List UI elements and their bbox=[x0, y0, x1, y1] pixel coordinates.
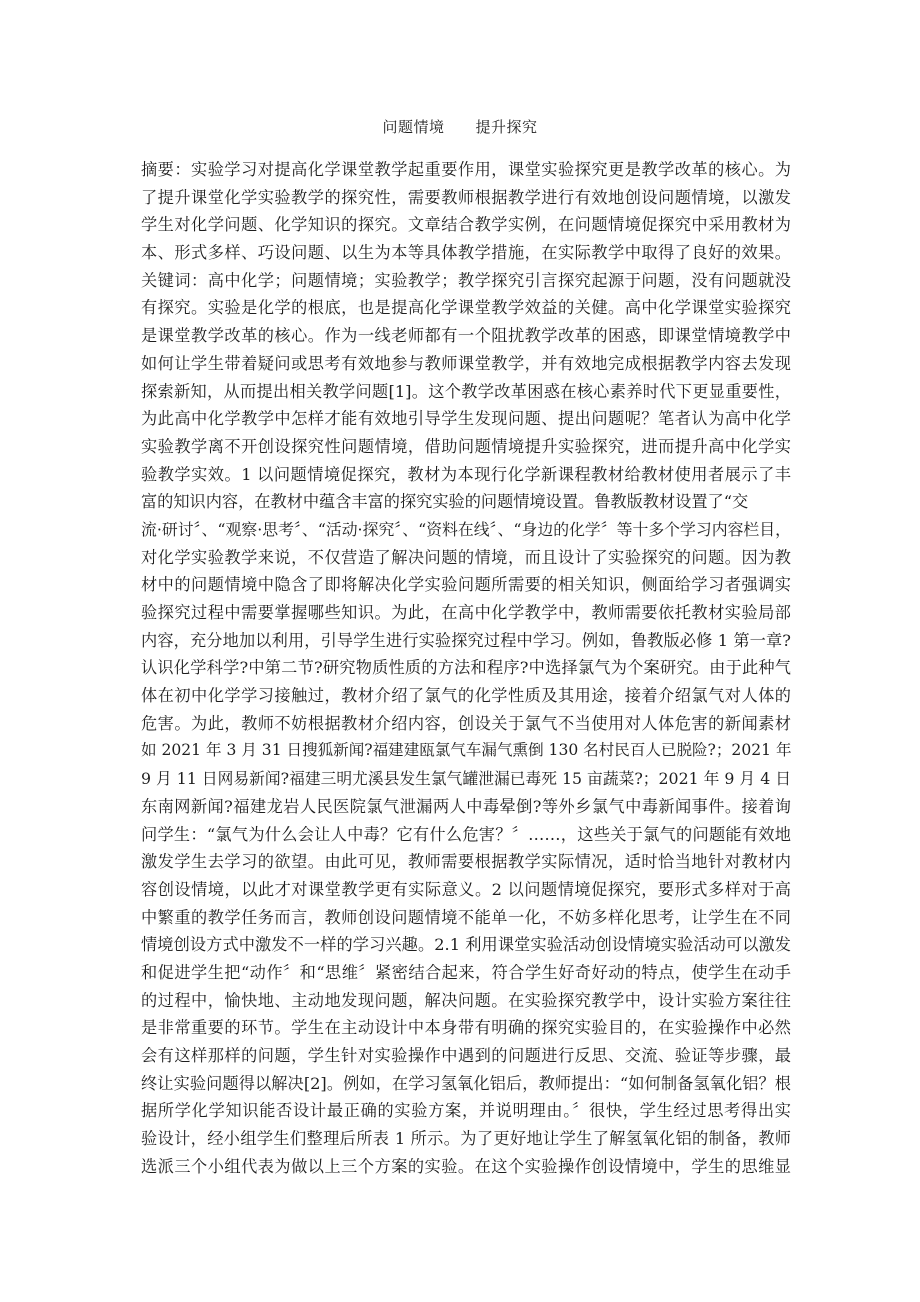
document-body bbox=[141, 156, 791, 1180]
text-line: 富的知识内容，在教材中蕴含丰富的探究实验的问题情境设置。鲁教版教材设置了“交 bbox=[141, 492, 749, 512]
text-line: 验教学实效。1 以问题情境促探究，教材为本现行化学新课程教材给教材使用者展示了丰 bbox=[141, 464, 791, 484]
text-line: 问学生：“氯气为什么会让人中毒？它有什么危害？〞……，这些关于氯气的问题能有效地 bbox=[141, 824, 791, 844]
text-line: 如何让学生带着疑问或思考有效地参与教师课堂教学，并有效地完成根据教学内容去发现 bbox=[141, 353, 791, 373]
text-line: 9 月 11 日网易新闻?福建三明尤溪县发生氯气罐泄漏已毒死 15 亩蔬菜?；2021 年 9 月 4 日 bbox=[141, 769, 791, 789]
text-line: 本、形式多样、巧设问题、以生为本等具体教学措施，在实际教学中取得了良好的效果。 bbox=[141, 243, 791, 263]
text-line: 材中的问题情境中隐含了即将解决化学实验问题所需要的相关知识，侧面给学习者强调实 bbox=[141, 575, 791, 595]
text-line: 容创设情境，以此才对课堂教学更有实际意义。2 以问题情境促探究，要形式多样对于高 bbox=[141, 879, 791, 899]
text-line: 中繁重的教学任务而言，教师创设问题情境不能单一化，不妨多样化思考，让学生在不同 bbox=[141, 907, 791, 927]
text-line: 据所学化学知识能否设计最正确的实验方案，并说明理由。〞很快，学生经过思考得出实 bbox=[141, 1101, 791, 1121]
text-line: 会有这样那样的问题，学生针对实验操作中遇到的问题进行反思、交流、验证等步骤，最 bbox=[141, 1046, 791, 1065]
text-line: 探索新知，从而提出相关教学问题[1]。这个教学改革困惑在核心素养时代下更显重要性， bbox=[141, 381, 791, 401]
text-line: 是非常重要的环节。学生在主动设计中本身带有明确的探究实验目的，在实验操作中必然 bbox=[141, 1018, 791, 1038]
text-line: 了提升课堂化学实验教学的探究性，需要教师根据教学进行有效地创设问题情境，以激发 bbox=[141, 187, 791, 207]
text-line: 流·研讨〞、“观察·思考〞、“活动·探究〞、“资料在线〞、“身边的化学〞等十多个学习内容栏目， bbox=[141, 519, 791, 539]
text-line: 学生对化学问题、化学知识的探究。文章结合教学实例，在问题情境促探究中采用教材为 bbox=[141, 215, 791, 235]
text-line: 验设计，经小组学生们整理后所表 1 所示。为了更好地让学生了解氢氧化铝的制备，教师 bbox=[141, 1129, 791, 1149]
text-line: 实验教学离不开创设探究性问题情境，借助问题情境提升实验探究，进而提升高中化学实 bbox=[141, 436, 791, 456]
document-title: 问题情境 提升探究 bbox=[382, 118, 538, 136]
text-line: 终让实验问题得以解决[2]。例如，在学习氢氧化铝后，教师提出：“如何制备氢氧化铝？根 bbox=[141, 1073, 791, 1093]
text-line: 关键词：高中化学；问题情境；实验教学；教学探究引言探究起源于问题，没有问题就没 bbox=[141, 270, 791, 290]
text-line: 认识化学科学?中第二节?研究物质性质的方法和程序?中选择氯气为个案研究。由于此种气 bbox=[141, 658, 791, 678]
text-line: 危害。为此，教师不妨根据教材介绍内容，创设关于氯气不当使用对人体危害的新闻素材 bbox=[141, 713, 791, 733]
text-line: 激发学生去学习的欲望。由此可见，教师需要根据教学实际情况，适时恰当地针对教材内 bbox=[141, 852, 791, 872]
text-line: 体在初中化学学习接触过，教材介绍了氯气的化学性质及其用途，接着介绍氯气对人体的 bbox=[141, 686, 791, 706]
text-line: 选派三个小组代表为做以上三个方案的实验。在这个实验操作创设情境中，学生的思维显 bbox=[141, 1156, 791, 1176]
text-line: 为此高中化学教学中怎样才能有效地引导学生发现问题、提出问题呢？笔者认为高中化学 bbox=[141, 409, 791, 429]
text-line: 对化学实验教学来说，不仅营造了解决问题的情境，而且设计了实验探究的问题。因为教 bbox=[141, 547, 791, 567]
text-line: 的过程中，愉快地、主动地发现问题，解决问题。在实验探究教学中，设计实验方案往往 bbox=[141, 990, 791, 1010]
text-line: 东南网新闻?福建龙岩人民医院氯气泄漏两人中毒晕倒?等外乡氯气中毒新闻事件。接着询 bbox=[141, 796, 791, 816]
text-line: 是课堂教学改革的核心。作为一线老师都有一个阻扰教学改革的困惑，即课堂情境教学中 bbox=[141, 326, 791, 346]
text-line: 摘要：实验学习对提高化学课堂教学起重要作用，课堂实验探究更是教学改革的核心。为 bbox=[141, 160, 791, 179]
text-line: 和促进学生把“动作〞和“思维〞紧密结合起来，符合学生好奇好动的特点，使学生在动手 bbox=[141, 962, 791, 982]
text-line: 如 2021 年 3 月 31 日搜狐新闻?福建建瓯氯气车漏气熏倒 130 名村民百人已脱险?；2021 年 bbox=[141, 741, 792, 760]
text-line: 验探究过程中需要掌握哪些知识。为此，在高中化学教学中，教师需要依托教材实验局部 bbox=[141, 603, 791, 622]
text-line: 有探究。实验是化学的根底，也是提高化学课堂教学效益的关健。高中化学课堂实验探究 bbox=[141, 298, 791, 318]
text-line: 情境创设方式中激发不一样的学习兴趣。2.1 利用课堂实验活动创设情境实验活动可以激发 bbox=[141, 935, 791, 955]
text-line: 内容，充分地加以利用，引导学生进行实验探究过程中学习。例如，鲁教版必修 1 第一章? bbox=[141, 630, 791, 650]
